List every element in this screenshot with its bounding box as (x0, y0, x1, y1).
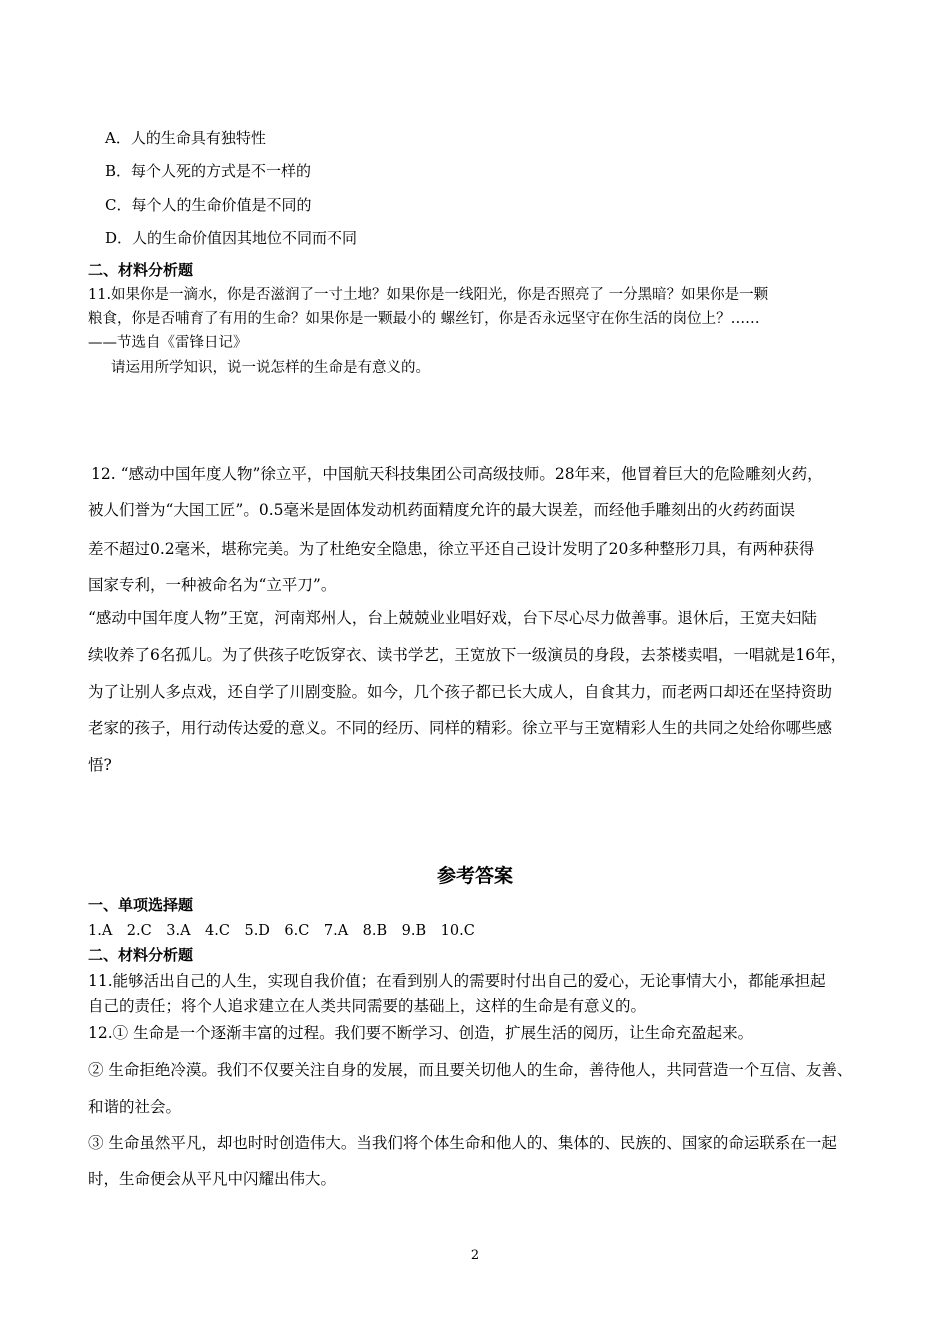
section-header-material: 二、材料分析题 (88, 261, 194, 279)
q11-prompt: 请运用所学知识，说一说怎样的生命是有意义的。 (111, 360, 430, 376)
q12-line: 续收养了6名孤儿。为了供孩子吃饭穿衣、读书学艺，王宽放下一级演员的身段，去茶楼卖唱，一唱就是16年， (88, 646, 847, 664)
q11-line: 粮食，你是否哺育了有用的生命？如果你是一颗最小的 螺丝钉，你是否永远坚守在你生活的岗位上？…… (88, 311, 760, 327)
q11-line: 11.如果你是一滴水，你是否滋润了一寸土地？如果你是一线阳光，你是否照亮了 一分黑暗？如果你是一颗 (88, 287, 769, 303)
option-a: A．人的生命具有独特性 (105, 129, 266, 147)
a11-line: 自己的责任；将个人追求建立在人类共同需要的基础上，这样的生命是有意义的。 (88, 997, 647, 1015)
a12-line: 时，生命便会从平凡中闪耀出伟大。 (88, 1170, 337, 1188)
q12-line: 差不超过0.2毫米，堪称完美。为了杜绝安全隐患，徐立平还自己设计发明了20多种整形刀具，有两种获得 (88, 540, 815, 558)
q12-line: 悟? (88, 756, 112, 774)
option-b: B．每个人死的方式是不一样的 (105, 162, 312, 180)
page-number: 2 (470, 1248, 480, 1263)
a11-line: 11.能够活出自己的人生，实现自我价值；在看到别人的需要时付出自己的爱心，无论事情大小，都能承担起 (88, 972, 826, 990)
mc-answers: 1.A 2.C 3.A 4.C 5.D 6.C 7.A 8.B 9.B 10.C (88, 923, 475, 939)
option-d: D．人的生命价值因其地位不同而不同 (105, 229, 358, 247)
q12-line: 国家专利，一种被命名为“立平刀”。 (88, 576, 337, 594)
q11-source: ——节选自《雷锋日记》 (88, 335, 248, 351)
q12-line: 12. “感动中国年度人物”徐立平，中国航天科技集团公司高级技师。28年来，他冒着巨大的危险雕刻火药， (91, 465, 823, 483)
q12-line: 被人们誉为“大国工匠”。0.5毫米是固体发动机药面精度允许的最大误差，而经他手雕刻出的火药药面误 (88, 501, 796, 519)
a12-line: 12.① 生命是一个逐渐丰富的过程。我们要不断学习、创造，扩展生活的阅历，让生命充盈起来。 (88, 1024, 754, 1042)
q12-line: 老家的孩子，用行动传达爱的意义。不同的经历、同样的精彩。徐立平与王宽精彩人生的共同之处给你哪些感 (88, 719, 833, 737)
section-header-choice: 一、单项选择题 (88, 896, 194, 914)
q12-line: 为了让别人多点戏，还自学了川剧变脸。如今，几个孩子都已长大成人，自食其力，而老两口却还在坚持资助 (88, 683, 833, 701)
answers-title: 参考答案 (436, 865, 513, 887)
section-header-material-answers: 二、材料分析题 (88, 946, 194, 964)
a12-line: ② 生命拒绝冷漠。我们不仅要关注自身的发展，而且要关切他人的生命，善待他人，共同营造一个互信、友善、 (88, 1061, 853, 1079)
q12-line: “感动中国年度人物”王宽，河南郑州人，台上兢兢业业唱好戏，台下尽心尽力做善事。退休后，王宽夫妇陆 (88, 609, 817, 627)
a12-line: 和谐的社会。 (88, 1098, 182, 1116)
a12-line: ③ 生命虽然平凡，却也时时创造伟大。当我们将个体生命和他人的、集体的、民族的、国家的命运联系在一起 (88, 1134, 837, 1152)
option-c: C．每个人的生命价值是不同的 (105, 196, 312, 214)
